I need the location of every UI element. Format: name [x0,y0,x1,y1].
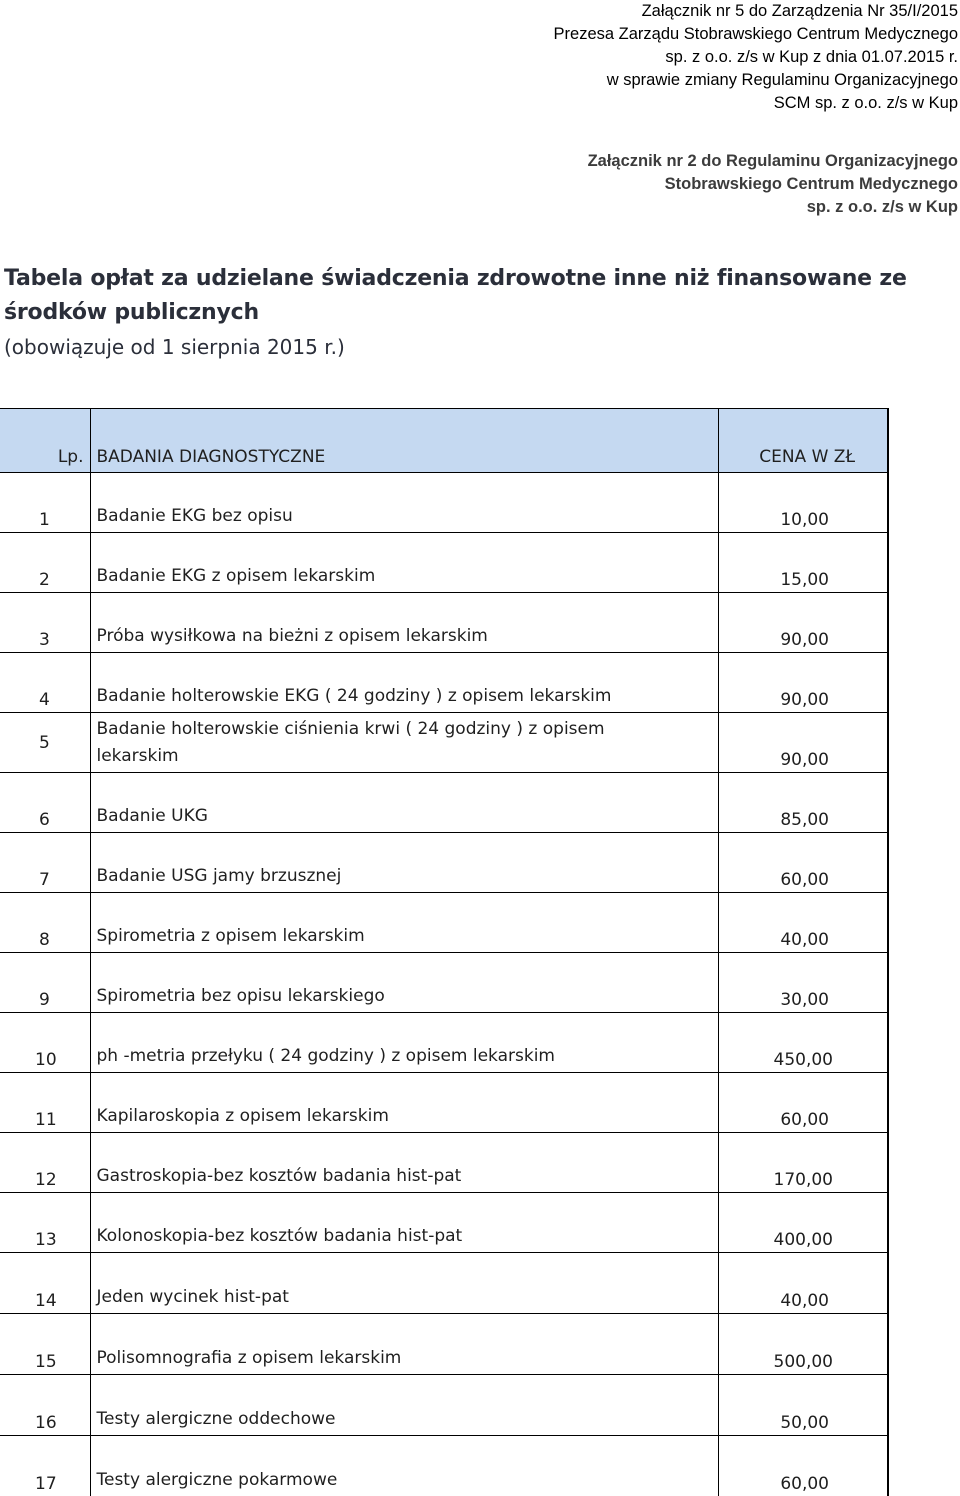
row-service-name: Badanie holterowskie EKG ( 24 godziny ) z opisem lekarskim [90,653,718,713]
row-number: 10 [0,1013,90,1073]
row-service-name: Badanie EKG z opisem lekarskim [90,533,718,593]
row-number: 12 [0,1133,90,1193]
row-number: 13 [0,1193,90,1253]
row-number: 14 [0,1253,90,1314]
table-row [0,593,888,653]
row-service-name: Badanie EKG bez opisu [90,473,718,533]
document-title [4,262,954,330]
row-number: 11 [0,1073,90,1133]
document-title-line: środków publicznych [4,296,954,330]
row-number: 16 [0,1375,90,1436]
row-price: 170,00 [718,1133,888,1193]
row-price: 40,00 [718,893,888,953]
table-row [0,1193,888,1253]
row-price: 50,00 [718,1375,888,1436]
row-service-name: Gastroskopia-bez kosztów badania hist-pat [90,1133,718,1193]
regulation-line: Stobrawskiego Centrum Medycznego [438,173,958,196]
row-price: 450,00 [718,1013,888,1073]
table-row [0,953,888,1013]
row-service-name: Badanie UKG [90,773,718,833]
row-service-name: Kapilaroskopia z opisem lekarskim [90,1073,718,1133]
row-service-name: Spirometria bez opisu lekarskiego [90,953,718,1013]
table-row [0,1436,888,1496]
regulation-line: sp. z o.o. z/s w Kup [438,196,958,219]
row-price: 400,00 [718,1193,888,1253]
attachment-line: sp. z o.o. z/s w Kup z dnia 01.07.2015 r. [438,46,958,69]
row-service-name-line: Badanie holterowskie ciśnienia krwi ( 24 godziny ) z opisem [97,716,718,743]
regulation-line: Załącznik nr 2 do Regulaminu Organizacyjnego [438,150,958,173]
row-number: 3 [0,593,90,653]
row-price: 90,00 [718,593,888,653]
table-row [0,773,888,833]
row-number: 8 [0,893,90,953]
table-row [0,893,888,953]
table-row [0,1073,888,1133]
row-price: 60,00 [718,1073,888,1133]
attachment-header [438,0,958,115]
table-row [0,533,888,593]
table-row [0,1314,888,1375]
table-row [0,653,888,713]
row-service-name: Testy alergiczne pokarmowe [90,1436,718,1496]
row-price: 90,00 [718,653,888,713]
row-number: 4 [0,653,90,713]
fees-table [0,408,889,1496]
attachment-line: SCM sp. z o.o. z/s w Kup [438,92,958,115]
row-service-name: Jeden wycinek hist-pat [90,1253,718,1314]
table-row [0,713,888,773]
row-number: 15 [0,1314,90,1375]
row-service-name: Testy alergiczne oddechowe [90,1375,718,1436]
table-row [0,1013,888,1073]
row-price: 60,00 [718,1436,888,1496]
row-service-name: Próba wysiłkowa na bieżni z opisem lekarskim [90,593,718,653]
column-header-name: BADANIA DIAGNOSTYCZNE [90,409,718,473]
row-number: 1 [0,473,90,533]
row-price: 40,00 [718,1253,888,1314]
row-price: 30,00 [718,953,888,1013]
row-price: 60,00 [718,833,888,893]
row-service-name: ph -metria przełyku ( 24 godziny ) z opisem lekarskim [90,1013,718,1073]
table-row [0,473,888,533]
regulation-header [438,150,958,219]
row-number: 2 [0,533,90,593]
table-header-row [0,409,888,473]
row-number: 6 [0,773,90,833]
row-service-name: Badanie USG jamy brzusznej [90,833,718,893]
column-header-lp: Lp. [0,409,90,473]
row-price: 85,00 [718,773,888,833]
column-header-price: CENA W ZŁ [718,409,888,473]
table-row [0,1375,888,1436]
attachment-line: w sprawie zmiany Regulaminu Organizacyjnego [438,69,958,92]
row-price: 90,00 [718,713,888,773]
table-row [0,1253,888,1314]
row-price: 500,00 [718,1314,888,1375]
row-price: 10,00 [718,473,888,533]
row-number: 5 [0,713,90,773]
document-title-line: Tabela opłat za udzielane świadczenia zdrowotne inne niż finansowane ze [4,262,954,296]
row-service-name: Polisomnografia z opisem lekarskim [90,1314,718,1375]
row-number: 7 [0,833,90,893]
row-service-name [90,713,718,773]
table-row [0,833,888,893]
table-row [0,1133,888,1193]
document-subtitle: (obowiązuje od 1 sierpnia 2015 r.) [4,332,604,362]
attachment-line: Załącznik nr 5 do Zarządzenia Nr 35/I/2015 [438,0,958,23]
row-number: 9 [0,953,90,1013]
row-service-name: Kolonoskopia-bez kosztów badania hist-pat [90,1193,718,1253]
row-service-name-line: lekarskim [97,743,718,770]
row-service-name: Spirometria z opisem lekarskim [90,893,718,953]
row-number: 17 [0,1436,90,1496]
attachment-line: Prezesa Zarządu Stobrawskiego Centrum Medycznego [438,23,958,46]
row-price: 15,00 [718,533,888,593]
